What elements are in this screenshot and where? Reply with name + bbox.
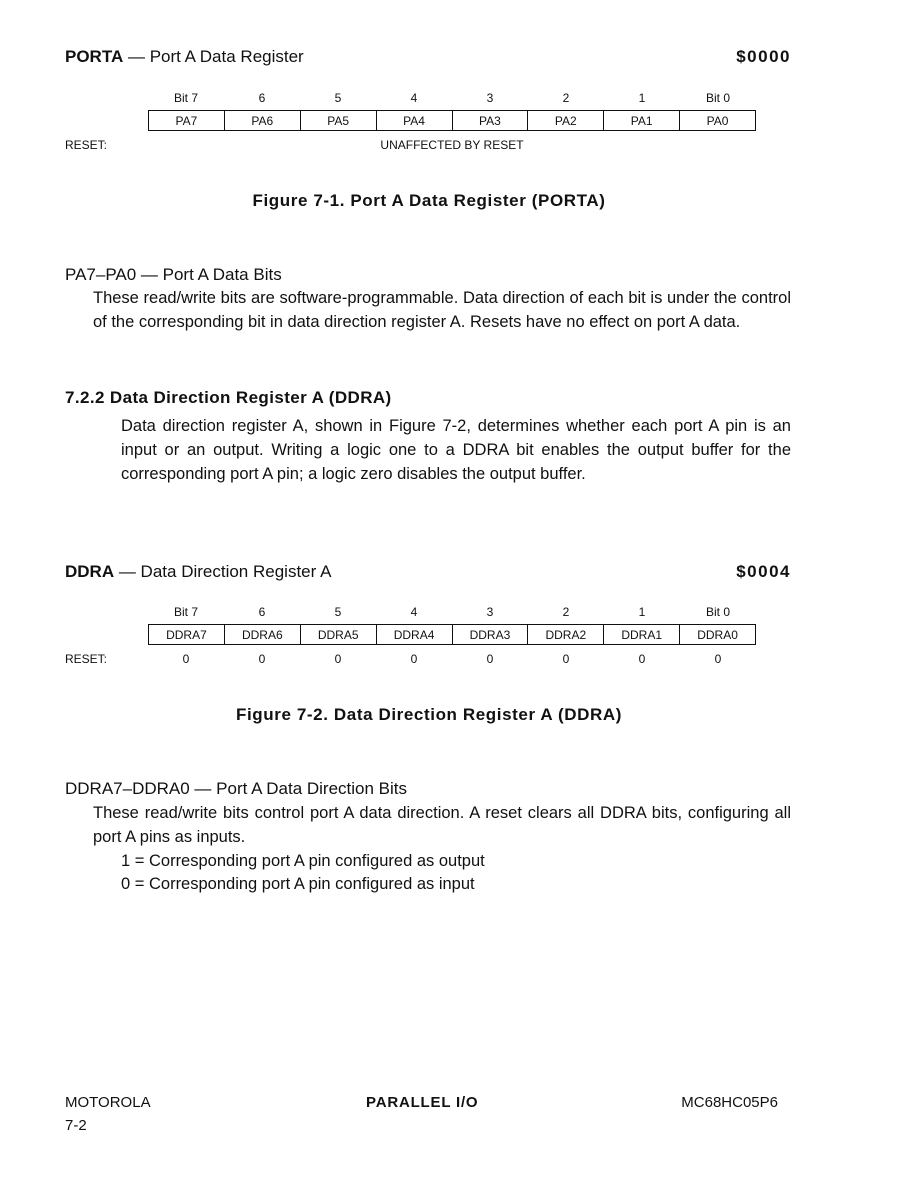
footer-company: MOTOROLA	[65, 1094, 151, 1111]
pa-bits-heading: PA7–PA0 — Port A Data Bits	[65, 265, 282, 284]
bit-number: 4	[410, 605, 418, 619]
ddra-output-definition: 1 = Corresponding port A pin configured as output	[121, 852, 485, 870]
bit-number: Bit 7	[173, 91, 198, 105]
porta-reset-note: UNAFFECTED BY RESET	[380, 138, 524, 152]
bit-number: 1	[638, 605, 646, 619]
ddra-bit-numbers	[148, 605, 756, 619]
porta-name: PORTA	[65, 47, 124, 66]
ddra-header	[65, 562, 331, 582]
figure-7-1-caption: Figure 7-1. Port A Data Register (PORTA)	[252, 191, 606, 210]
register-bit-cell: DDRA5	[300, 625, 376, 644]
porta-header	[65, 47, 304, 67]
ddra-bits-heading: DDRA7–DDRA0 — Port A Data Direction Bits	[65, 779, 408, 798]
reset-value: 0	[258, 652, 266, 666]
register-bit-cell: PA0	[679, 111, 755, 130]
bit-number: 6	[258, 91, 266, 105]
reset-value: 0	[410, 652, 418, 666]
reset-value: 0	[562, 652, 570, 666]
register-bit-cell: DDRA3	[452, 625, 528, 644]
ddra-name: DDRA	[65, 562, 115, 581]
porta-register-table	[148, 110, 756, 131]
footer-chapter: PARALLEL I/O	[366, 1094, 479, 1111]
register-bit-cell: DDRA0	[679, 625, 755, 644]
register-bit-cell: PA3	[452, 111, 528, 130]
ddra-input-definition: 0 = Corresponding port A pin configured as input	[121, 875, 475, 893]
ddra-bits-description: These read/write bits control port A data direction. A reset clears all DDRA bits, configuring all port A pins as inputs.	[93, 804, 791, 846]
register-bit-cell: DDRA1	[603, 625, 679, 644]
bit-number: Bit 0	[705, 605, 730, 619]
footer-part-number: MC68HC05P6	[681, 1094, 778, 1111]
porta-reset-label: RESET:	[65, 138, 108, 152]
reset-value: 0	[486, 652, 494, 666]
bit-number: 6	[258, 605, 266, 619]
pa-bits-description: These read/write bits are software-programmable. Data direction of each bit is under the control of the corresponding bit in data direction register A. Resets have no effect on port A data.	[93, 289, 791, 331]
register-bit-cell: DDRA2	[527, 625, 603, 644]
porta-address: $0000	[736, 47, 791, 66]
register-bit-cell: DDRA6	[224, 625, 300, 644]
bit-number: 2	[562, 605, 570, 619]
bit-number: 5	[334, 91, 342, 105]
footer-page-number: 7-2	[65, 1117, 87, 1134]
bit-number: 4	[410, 91, 418, 105]
register-bit-cell: PA1	[603, 111, 679, 130]
bit-number: 5	[334, 605, 342, 619]
register-bit-cell: DDRA7	[166, 628, 207, 642]
section-text: Data direction register A, shown in Figure 7-2, determines whether each port A pin is an input or an output. Writing a logic one to a DDRA bit enables the output buffer for the corresponding port A pin; a logic zero disables the output buffer.	[121, 417, 791, 483]
register-bit-cell: PA7	[175, 114, 198, 128]
bit-number: Bit 7	[173, 605, 198, 619]
reset-value: 0	[638, 652, 646, 666]
ddra-title: — Data Direction Register A	[114, 562, 332, 581]
bit-number: Bit 0	[705, 91, 730, 105]
ddra-reset-values	[148, 652, 756, 666]
register-bit-cell: PA2	[527, 111, 603, 130]
ddra-address: $0004	[736, 562, 791, 581]
porta-bit-numbers	[148, 91, 756, 105]
ddra-register-table	[148, 624, 756, 645]
register-bit-cell: DDRA4	[376, 625, 452, 644]
reset-value: 0	[334, 652, 342, 666]
figure-7-2-caption: Figure 7-2. Data Direction Register A (DDRA)	[236, 705, 622, 724]
ddra-reset-label: RESET:	[65, 652, 108, 666]
section-heading: 7.2.2 Data Direction Register A (DDRA)	[65, 388, 392, 407]
reset-value: 0	[182, 652, 190, 666]
bit-number: 3	[486, 605, 494, 619]
bit-number: 2	[562, 91, 570, 105]
reset-value: 0	[714, 652, 722, 666]
register-bit-cell: PA5	[300, 111, 376, 130]
bit-number: 1	[638, 91, 646, 105]
register-bit-cell: PA6	[224, 111, 300, 130]
porta-title: — Port A Data Register	[123, 47, 304, 66]
bit-number: 3	[486, 91, 494, 105]
register-bit-cell: PA4	[376, 111, 452, 130]
